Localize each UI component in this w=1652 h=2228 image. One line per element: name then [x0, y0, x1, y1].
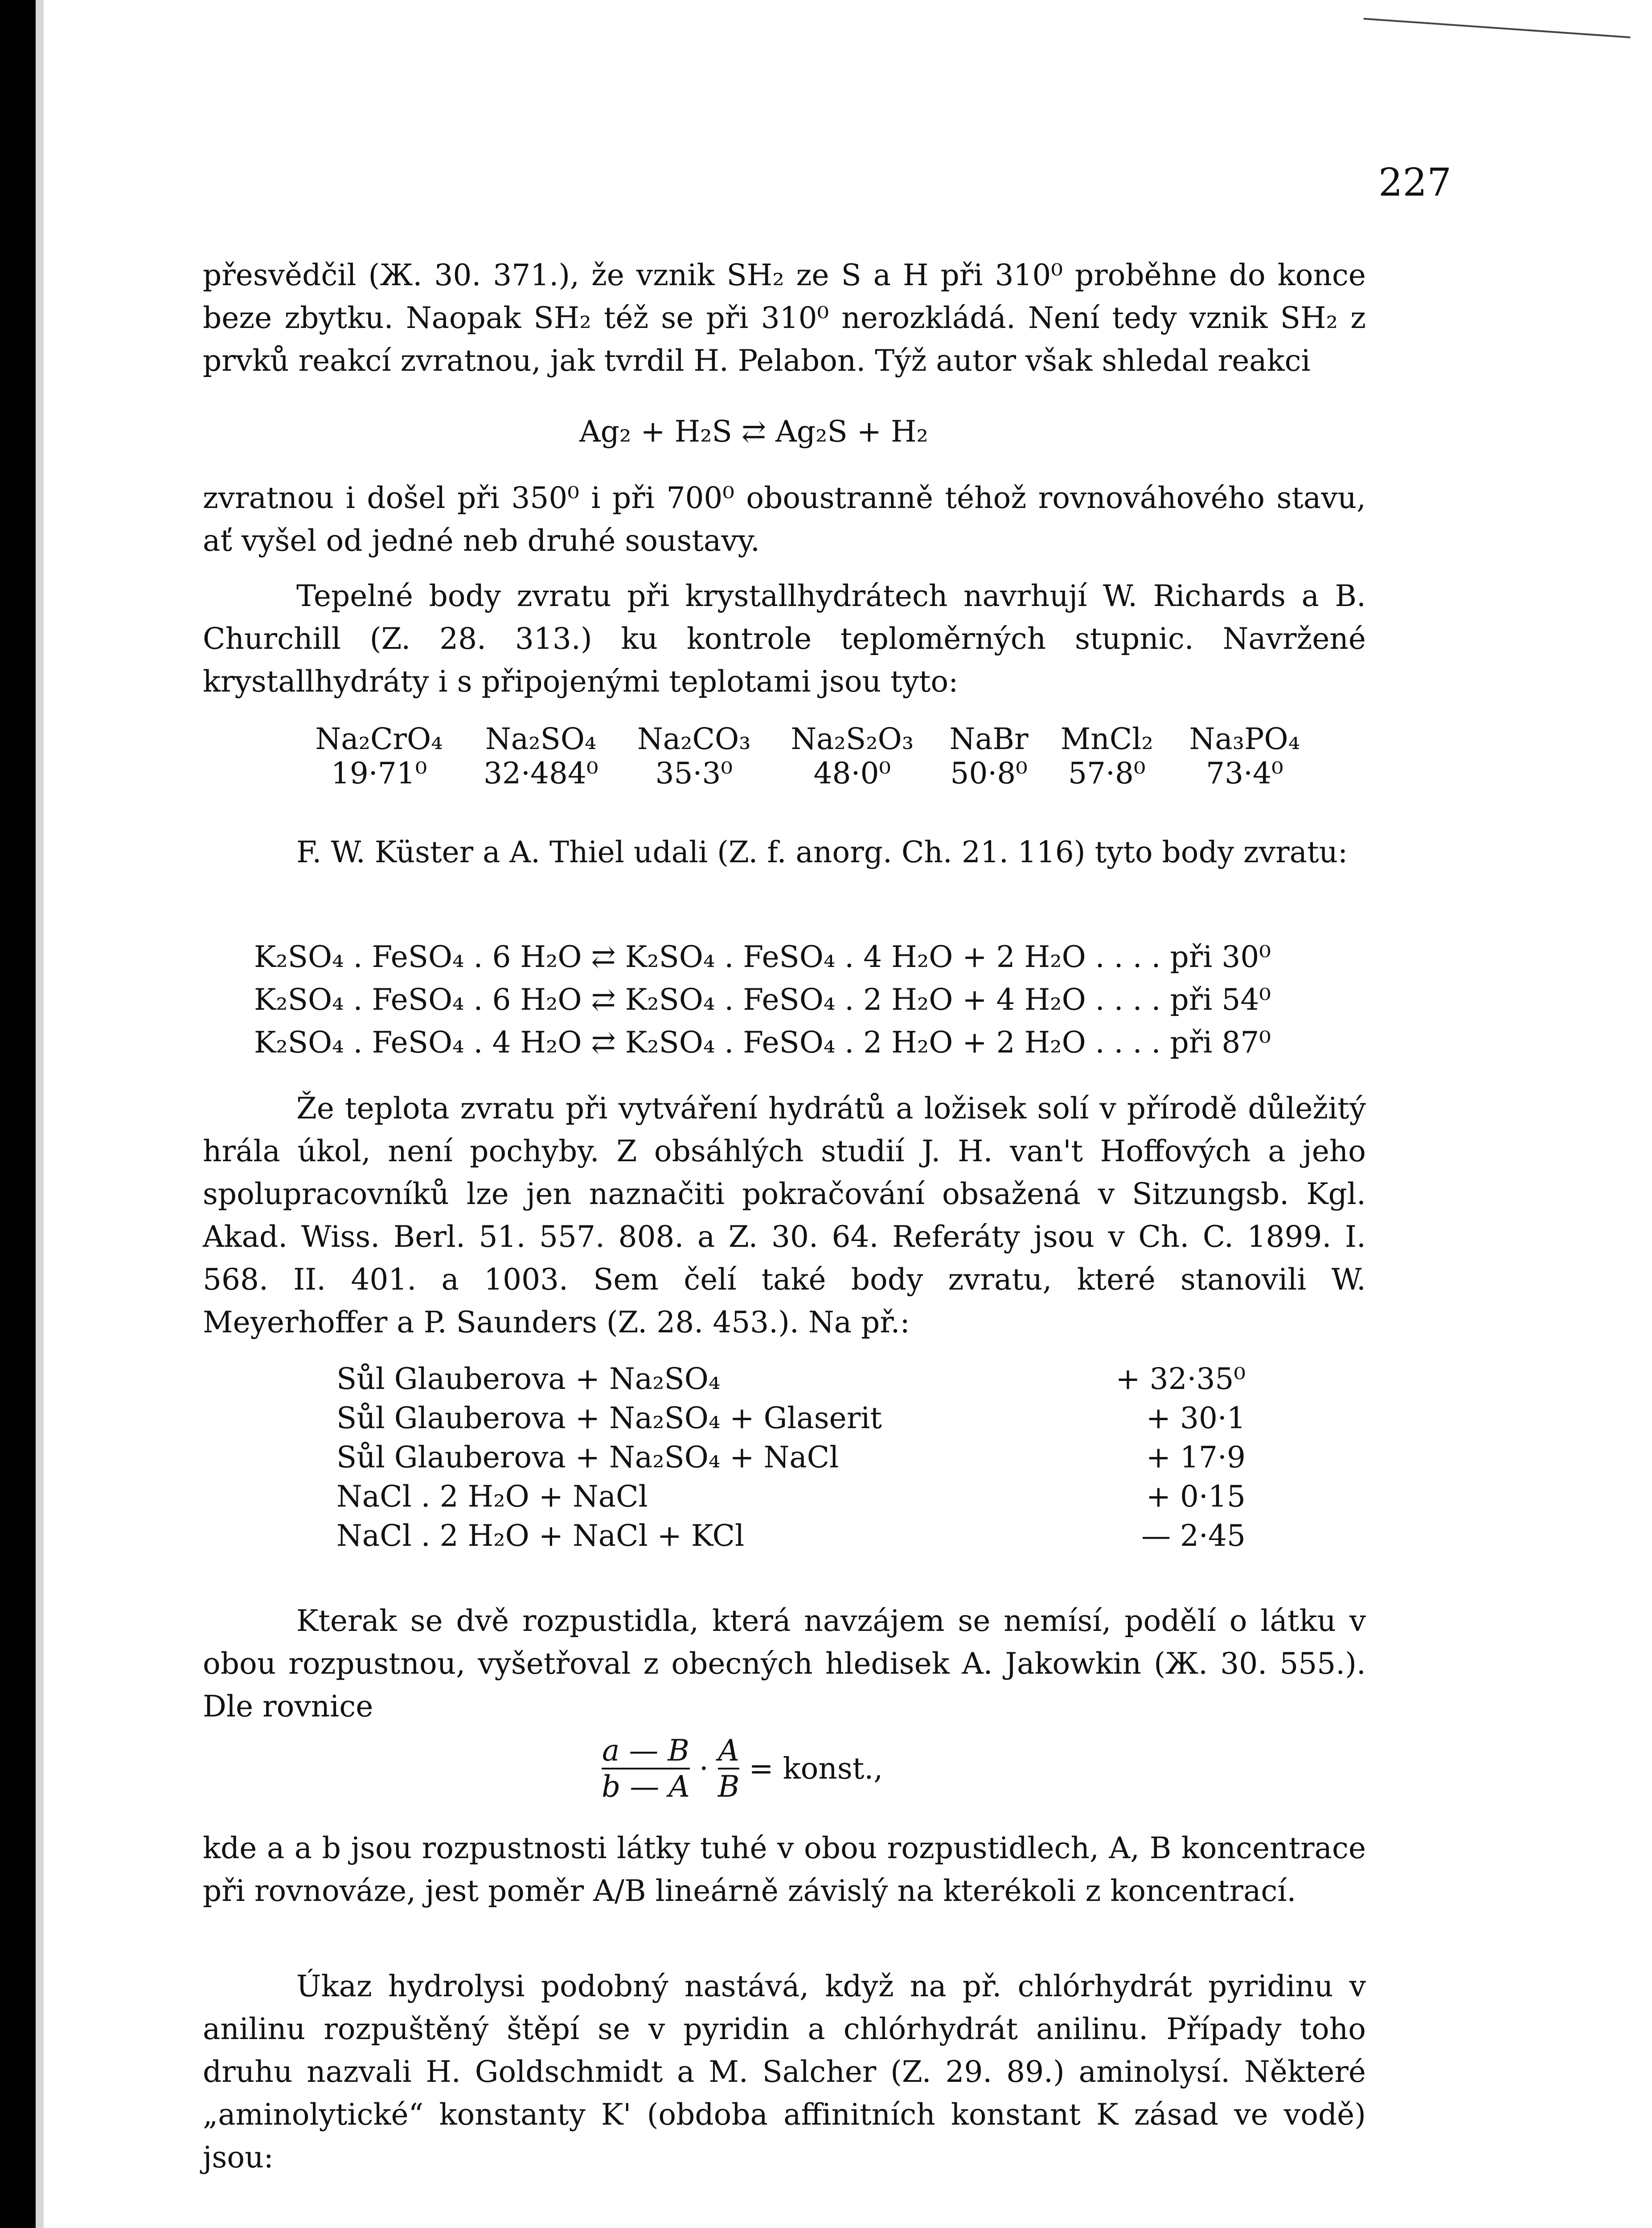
paragraph-1	[203, 254, 1366, 382]
paragraph-2-text: zvratnou i došel při 350⁰ i při 700⁰ oboustranně téhož rovnováhového stavu, ať vyšel od jedné neb druhé soustavy.	[203, 481, 1366, 558]
paragraph-8	[203, 1965, 1366, 2179]
fraction-numerator: A	[718, 1733, 740, 1769]
fraction-numerator: a — B	[602, 1733, 690, 1769]
salt-name: Na₂CO₃	[637, 722, 751, 756]
equation-rest: = konst.,	[749, 1751, 883, 1786]
fraction-denominator: b — A	[602, 1769, 690, 1804]
row-label: Sůl Glauberova + Na₂SO₄	[336, 1361, 721, 1396]
row-value: + 32·35⁰	[1115, 1361, 1246, 1396]
transition-points-table	[336, 1359, 1246, 1555]
table-row	[336, 1359, 1246, 1398]
salt-name: Na₂CrO₄	[315, 722, 443, 756]
salts-names-row	[294, 722, 1319, 756]
paragraph-7-text: kde a a b jsou rozpustnosti látky tuhé v obou rozpustidlech, A, B koncentrace při rovnováze, jest poměr A/B lineárně závislý na kterékoli z koncentrací.	[203, 1831, 1366, 1908]
salt-temp: 50·8⁰	[950, 756, 1028, 790]
row-value: + 0·15	[1146, 1479, 1246, 1514]
paragraph-4	[203, 831, 1366, 874]
paragraph-5-text: Že teplota zvratu při vytváření hydrátů a ložisek solí v přírodě důležitý hrála úkol, není pochyby. Z obsáhlých studií J. H. van't Hoffových a jeho spolupracovníků lze jen naznačiti pokračování obsažená v Sitzungsb. Kgl. Akad. Wiss. Berl. 51. 557. 808. a Z. 30. 64. Referáty jsou v Ch. C. 1899. I. 568. II. 401. a 1003. Sem čelí také body zvratu, které stanovili W. Meyerhoffer a P. Saunders (Z. 28. 453.). Na př.:	[203, 1091, 1366, 1339]
equation-silver-sulfide: Ag₂ + H₂S ⇄ Ag₂S + H₂	[579, 414, 928, 449]
reaction-line: K₂SO₄ . FeSO₄ . 6 H₂O ⇄ K₂SO₄ . FeSO₄ . 2 H₂O + 4 H₂O . . . . při 54⁰	[254, 983, 1271, 1017]
salt-temp: 19·71⁰	[331, 756, 427, 790]
paragraph-7	[203, 1827, 1366, 1913]
salt-temp: 35·3⁰	[655, 756, 733, 790]
page-number: 227	[1378, 160, 1451, 205]
table-row	[336, 1516, 1246, 1555]
salt-name: Na₃PO₄	[1189, 722, 1300, 756]
fraction-2	[718, 1733, 740, 1804]
salt-name: Na₂SO₄	[485, 722, 597, 756]
paragraph-5	[203, 1087, 1366, 1344]
row-label: Sůl Glauberova + Na₂SO₄ + NaCl	[336, 1440, 839, 1474]
table-row	[336, 1398, 1246, 1438]
paragraph-3-text: Tepelné body zvratu při krystallhydrátech navrhují W. Richards a B. Churchill (Z. 28. 313.) ku kontrole teploměrných stupnic. Navržené krystallhydráty i s připojenými teplotami jsou tyto:	[203, 579, 1366, 699]
paragraph-1-text: přesvědčil (Ж. 30. 371.), že vznik SH₂ ze S a H při 310⁰ proběhne do konce beze zbytku. Naopak SH₂ též se při 310⁰ nerozkládá. Není tedy vznik SH₂ z prvků reakcí zvratnou, jak tvrdil H. Pelabon. Týž autor však shledal reakci	[203, 258, 1366, 378]
row-label: Sůl Glauberova + Na₂SO₄ + Glaserit	[336, 1401, 882, 1435]
paragraph-3	[203, 575, 1366, 703]
fraction-1	[602, 1733, 690, 1804]
paragraph-6-text: Kterak se dvě rozpustidla, která navzájem se nemísí, podělí o látku v obou rozpustnou, vyšetřoval z obecných hledisek A. Jakowkin (Ж. 30. 555.). Dle rovnice	[203, 1604, 1366, 1724]
row-label: NaCl . 2 H₂O + NaCl + KCl	[336, 1518, 745, 1553]
salt-name: NaBr	[949, 722, 1029, 756]
salts-table	[294, 722, 1319, 790]
salt-temp: 48·0⁰	[813, 756, 891, 790]
salt-name: Na₂S₂O₃	[791, 722, 914, 756]
salt-temp: 32·484⁰	[484, 756, 598, 790]
table-row	[336, 1477, 1246, 1516]
paragraph-4-text: F. W. Küster a A. Thiel udali (Z. f. anorg. Ch. 21. 116) tyto body zvratu:	[296, 835, 1348, 869]
reactions-block	[254, 936, 1271, 1064]
row-value: + 30·1	[1146, 1401, 1246, 1435]
multiply-dot: ·	[699, 1751, 709, 1786]
salt-temp: 73·4⁰	[1206, 756, 1283, 790]
paragraph-2	[203, 477, 1366, 562]
reaction-line: K₂SO₄ . FeSO₄ . 4 H₂O ⇄ K₂SO₄ . FeSO₄ . 2 H₂O + 2 H₂O . . . . při 87⁰	[254, 1025, 1271, 1060]
equation-distribution	[602, 1733, 883, 1804]
salt-name: MnCl₂	[1060, 722, 1153, 756]
paragraph-8-text: Úkaz hydrolysi podobný nastává, když na př. chlórhydrát pyridinu v anilinu rozpuštěný štěpí se v pyridin a chlórhydrát anilinu. Případy toho druhu nazvali H. Goldschmidt a M. Salcher (Z. 29. 89.) aminolysí. Některé „aminolytické“ konstanty K' (obdoba affinitních konstant K zásad ve vodě) jsou:	[203, 1969, 1366, 2175]
salt-temp: 57·8⁰	[1068, 756, 1146, 790]
row-label: NaCl . 2 H₂O + NaCl	[336, 1479, 648, 1514]
table-row	[336, 1438, 1246, 1477]
row-value: — 2·45	[1141, 1518, 1246, 1553]
row-value: + 17·9	[1146, 1440, 1246, 1474]
reaction-line: K₂SO₄ . FeSO₄ . 6 H₂O ⇄ K₂SO₄ . FeSO₄ . 4 H₂O + 2 H₂O . . . . při 30⁰	[254, 940, 1271, 974]
fraction-denominator: B	[717, 1769, 740, 1804]
salts-temps-row	[294, 756, 1319, 790]
paragraph-6	[203, 1600, 1366, 1728]
